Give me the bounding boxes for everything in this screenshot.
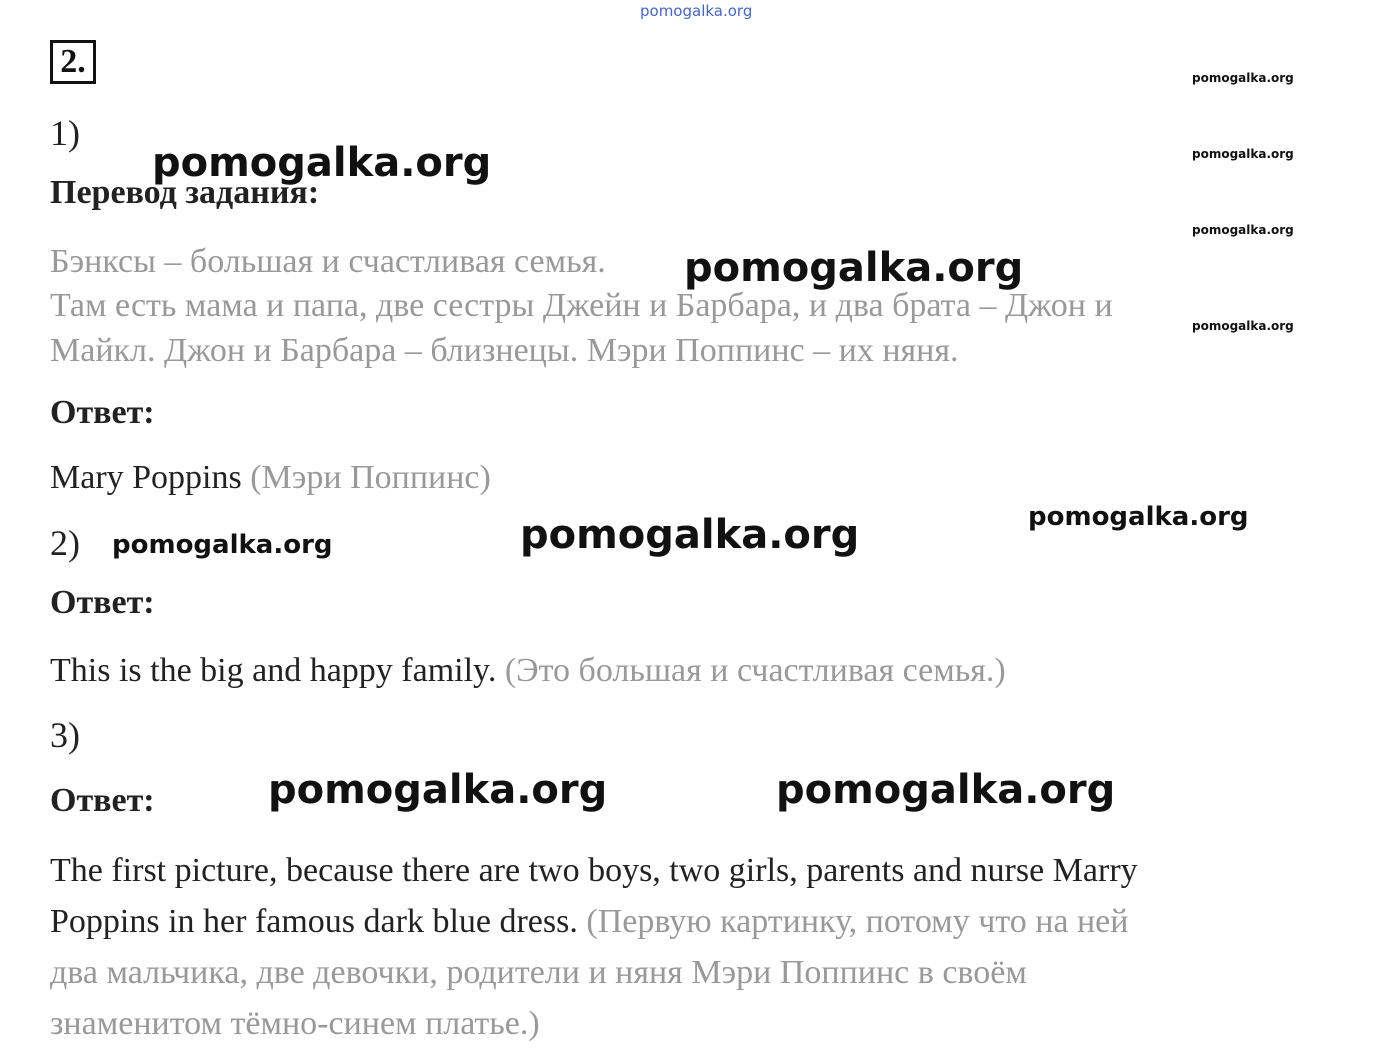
translation-line-2: Там есть мама и папа, две сестры Джейн и Барбара, и два брата – Джон и	[50, 287, 1113, 324]
watermark-medium: pomogalka.org	[112, 530, 333, 560]
translation-line-1: Бэнксы – большая и счастливая семья.	[50, 243, 606, 280]
part-1-answer-heading: Ответ:	[50, 394, 155, 431]
part-2-answer-heading: Ответ:	[50, 584, 155, 621]
translation-line-3: Майкл. Джон и Барбара – близнецы. Мэри Поппинс – их няня.	[50, 332, 959, 369]
watermark-large: pomogalka.org	[520, 512, 860, 558]
part-3-answer-ru-line-4: знаменитом тёмно-синем платье.)	[50, 1005, 540, 1042]
watermark-medium: pomogalka.org	[1028, 502, 1249, 532]
part-2-number: 2)	[50, 523, 80, 563]
watermark-top: pomogalka.org	[640, 2, 753, 20]
watermark-small: pomogalka.org	[1192, 223, 1294, 237]
part-1-answer-en: Mary Poppins	[50, 459, 242, 496]
part-1-answer	[50, 459, 491, 497]
watermark-small: pomogalka.org	[1192, 147, 1294, 161]
part-3-answer-en-line-1: The first picture, because there are two boys, two girls, parents and nurse Marry	[50, 852, 1138, 889]
part-3-answer	[50, 845, 1138, 1049]
watermark-large: pomogalka.org	[776, 767, 1116, 813]
watermark-large: pomogalka.org	[684, 245, 1024, 291]
part-1-number: 1)	[50, 113, 80, 153]
part-2-answer-en: This is the big and happy family.	[50, 652, 497, 689]
watermark-small: pomogalka.org	[1192, 319, 1294, 333]
translation-heading: Перевод задания:	[50, 174, 320, 211]
part-1-answer-ru: (Мэри Поппинс)	[250, 459, 491, 496]
task-number: 2.	[50, 40, 96, 84]
part-3-answer-ru-line-3: два мальчика, две девочки, родители и няня Мэри Поппинс в своём	[50, 954, 1027, 991]
watermark-small: pomogalka.org	[1192, 71, 1294, 85]
part-3-number: 3)	[50, 715, 80, 755]
part-3-answer-heading: Ответ:	[50, 782, 155, 819]
part-2-answer-ru: (Это большая и счастливая семья.)	[504, 652, 1006, 689]
watermark-large: pomogalka.org	[268, 767, 608, 813]
watermark-large: pomogalka.org	[152, 140, 492, 186]
part-3-answer-ru-line-2: (Первую картинку, потому что на ней	[586, 903, 1129, 940]
part-3-answer-en-line-2: Poppins in her famous dark blue dress.	[50, 903, 578, 940]
part-2-answer	[50, 652, 1006, 690]
